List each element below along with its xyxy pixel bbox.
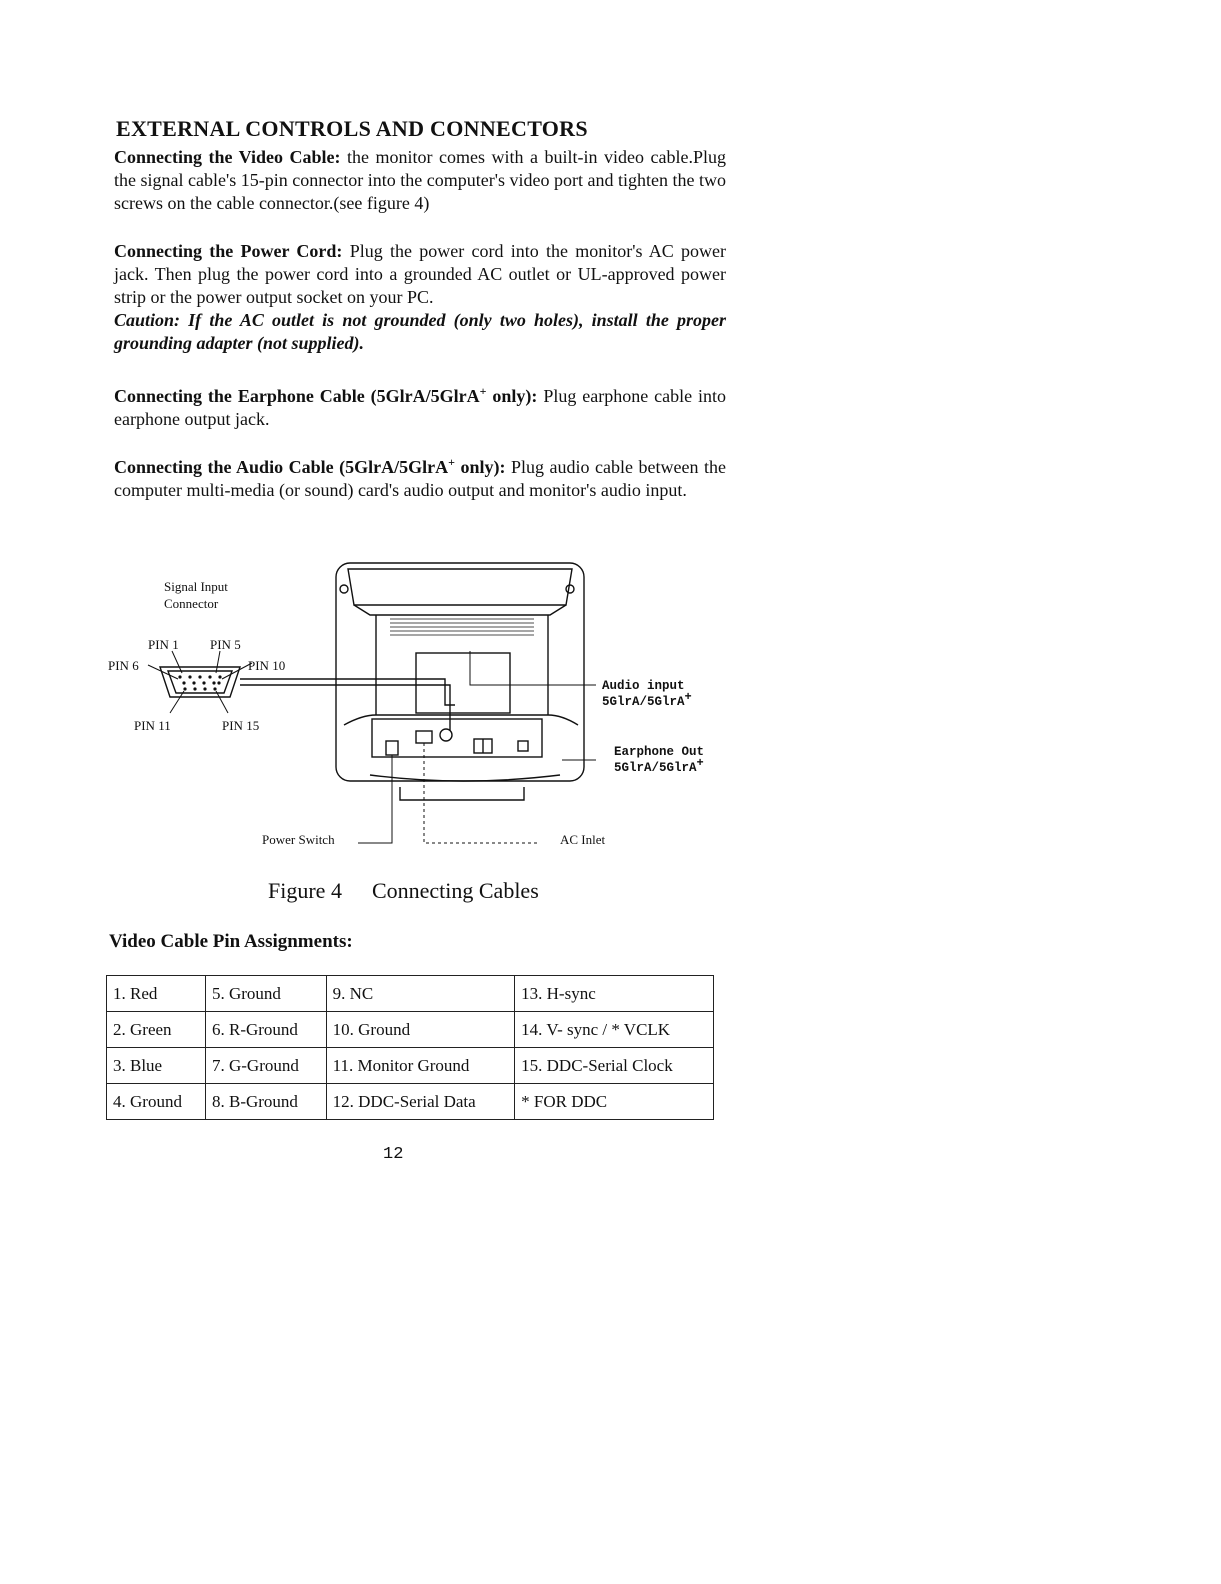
table-cell: 2. Green [107,1012,206,1048]
audio-cable-text: Plug audio cable between the computer multi-media (or sound) card's audio output and monitor's audio input. [114,457,726,500]
table-cell: 14. V- sync / * VCLK [515,1012,714,1048]
table-cell: 4. Ground [107,1084,206,1120]
table-cell: 10. Ground [326,1012,515,1048]
table-row [107,1012,714,1048]
table-cell: 15. DDC-Serial Clock [515,1048,714,1084]
pin15-label: PIN 15 [222,718,260,733]
pin5-label: PIN 5 [210,637,241,652]
table-cell: 8. B-Ground [205,1084,326,1120]
table-cell: 13. H-sync [515,976,714,1012]
caution-note: Caution: If the AC outlet is not grounded (only two holes), install the proper grounding adapter (not supplied). [114,310,726,353]
table-cell: 9. NC [326,976,515,1012]
figure-title: Connecting Cables [371,878,539,903]
table-cell: 6. R-Ground [205,1012,326,1048]
power-cord-title: Connecting the Power Cord: [114,241,343,261]
video-cable-text: the monitor comes with a built-in video cable.Plug the signal cable's 15-pin connector into the computer's video port and tighten the two screws on the cable connector.(see figure 4) [114,147,727,213]
pin11-label: PIN 11 [134,718,171,733]
video-cable-paragraph [114,146,726,215]
table-cell: * FOR DDC [515,1084,714,1120]
table-cell: 7. G-Ground [205,1048,326,1084]
earphone-cable-title: Connecting the Earphone Cable (5GlrA/5GlrA+ only): [114,384,538,406]
table-row [107,1048,714,1084]
figure-number: Figure 4 [268,878,342,903]
pin1-label: PIN 1 [148,637,179,652]
power-cord-text: Plug the power cord into the monitor's AC power jack. Then plug the power cord into a grounded AC outlet or UL-approved power strip or the power output socket on your PC. [114,241,727,307]
page-heading: EXTERNAL CONTROLS AND CONNECTORS [116,116,588,141]
table-cell: 11. Monitor Ground [326,1048,515,1084]
table-row [107,976,714,1012]
power-cord-paragraph [114,240,726,355]
audio-cable-paragraph [114,456,726,502]
table-cell: 1. Red [107,976,206,1012]
vga-connector-drawing [148,651,252,713]
earphone-cable-paragraph [114,385,726,431]
table-cell: 3. Blue [107,1048,206,1084]
figure-caption [268,878,539,904]
pin6-label: PIN 6 [108,658,139,673]
video-cable-title: Connecting the Video Cable: [114,147,341,167]
monitor-body-drawing [336,563,584,800]
pin10-label: PIN 10 [248,658,286,673]
page-number: 12 [383,1145,404,1164]
table-row [107,1084,714,1120]
audio-cable-title: Connecting the Audio Cable (5GlrA/5GlrA+ only): [114,455,506,477]
power-switch-label: Power Switch [262,832,335,847]
pin-table-title: Video Cable Pin Assignments: [109,931,353,952]
audio-input-label: Audio input 5GlrA/5GlrA+ [602,679,692,709]
table-cell: 12. DDC-Serial Data [326,1084,515,1120]
leader-lines [358,651,596,843]
table-cell: 5. Ground [205,976,326,1012]
pin-assignment-table [106,975,714,1120]
earphone-cable-text: Plug earphone cable into earphone output jack. [114,386,726,429]
ac-inlet-label: AC Inlet [560,832,606,847]
signal-input-label: Signal Input Connector [164,579,228,611]
earphone-out-label: Earphone Out 5GlrA/5GlrA+ [614,745,705,775]
